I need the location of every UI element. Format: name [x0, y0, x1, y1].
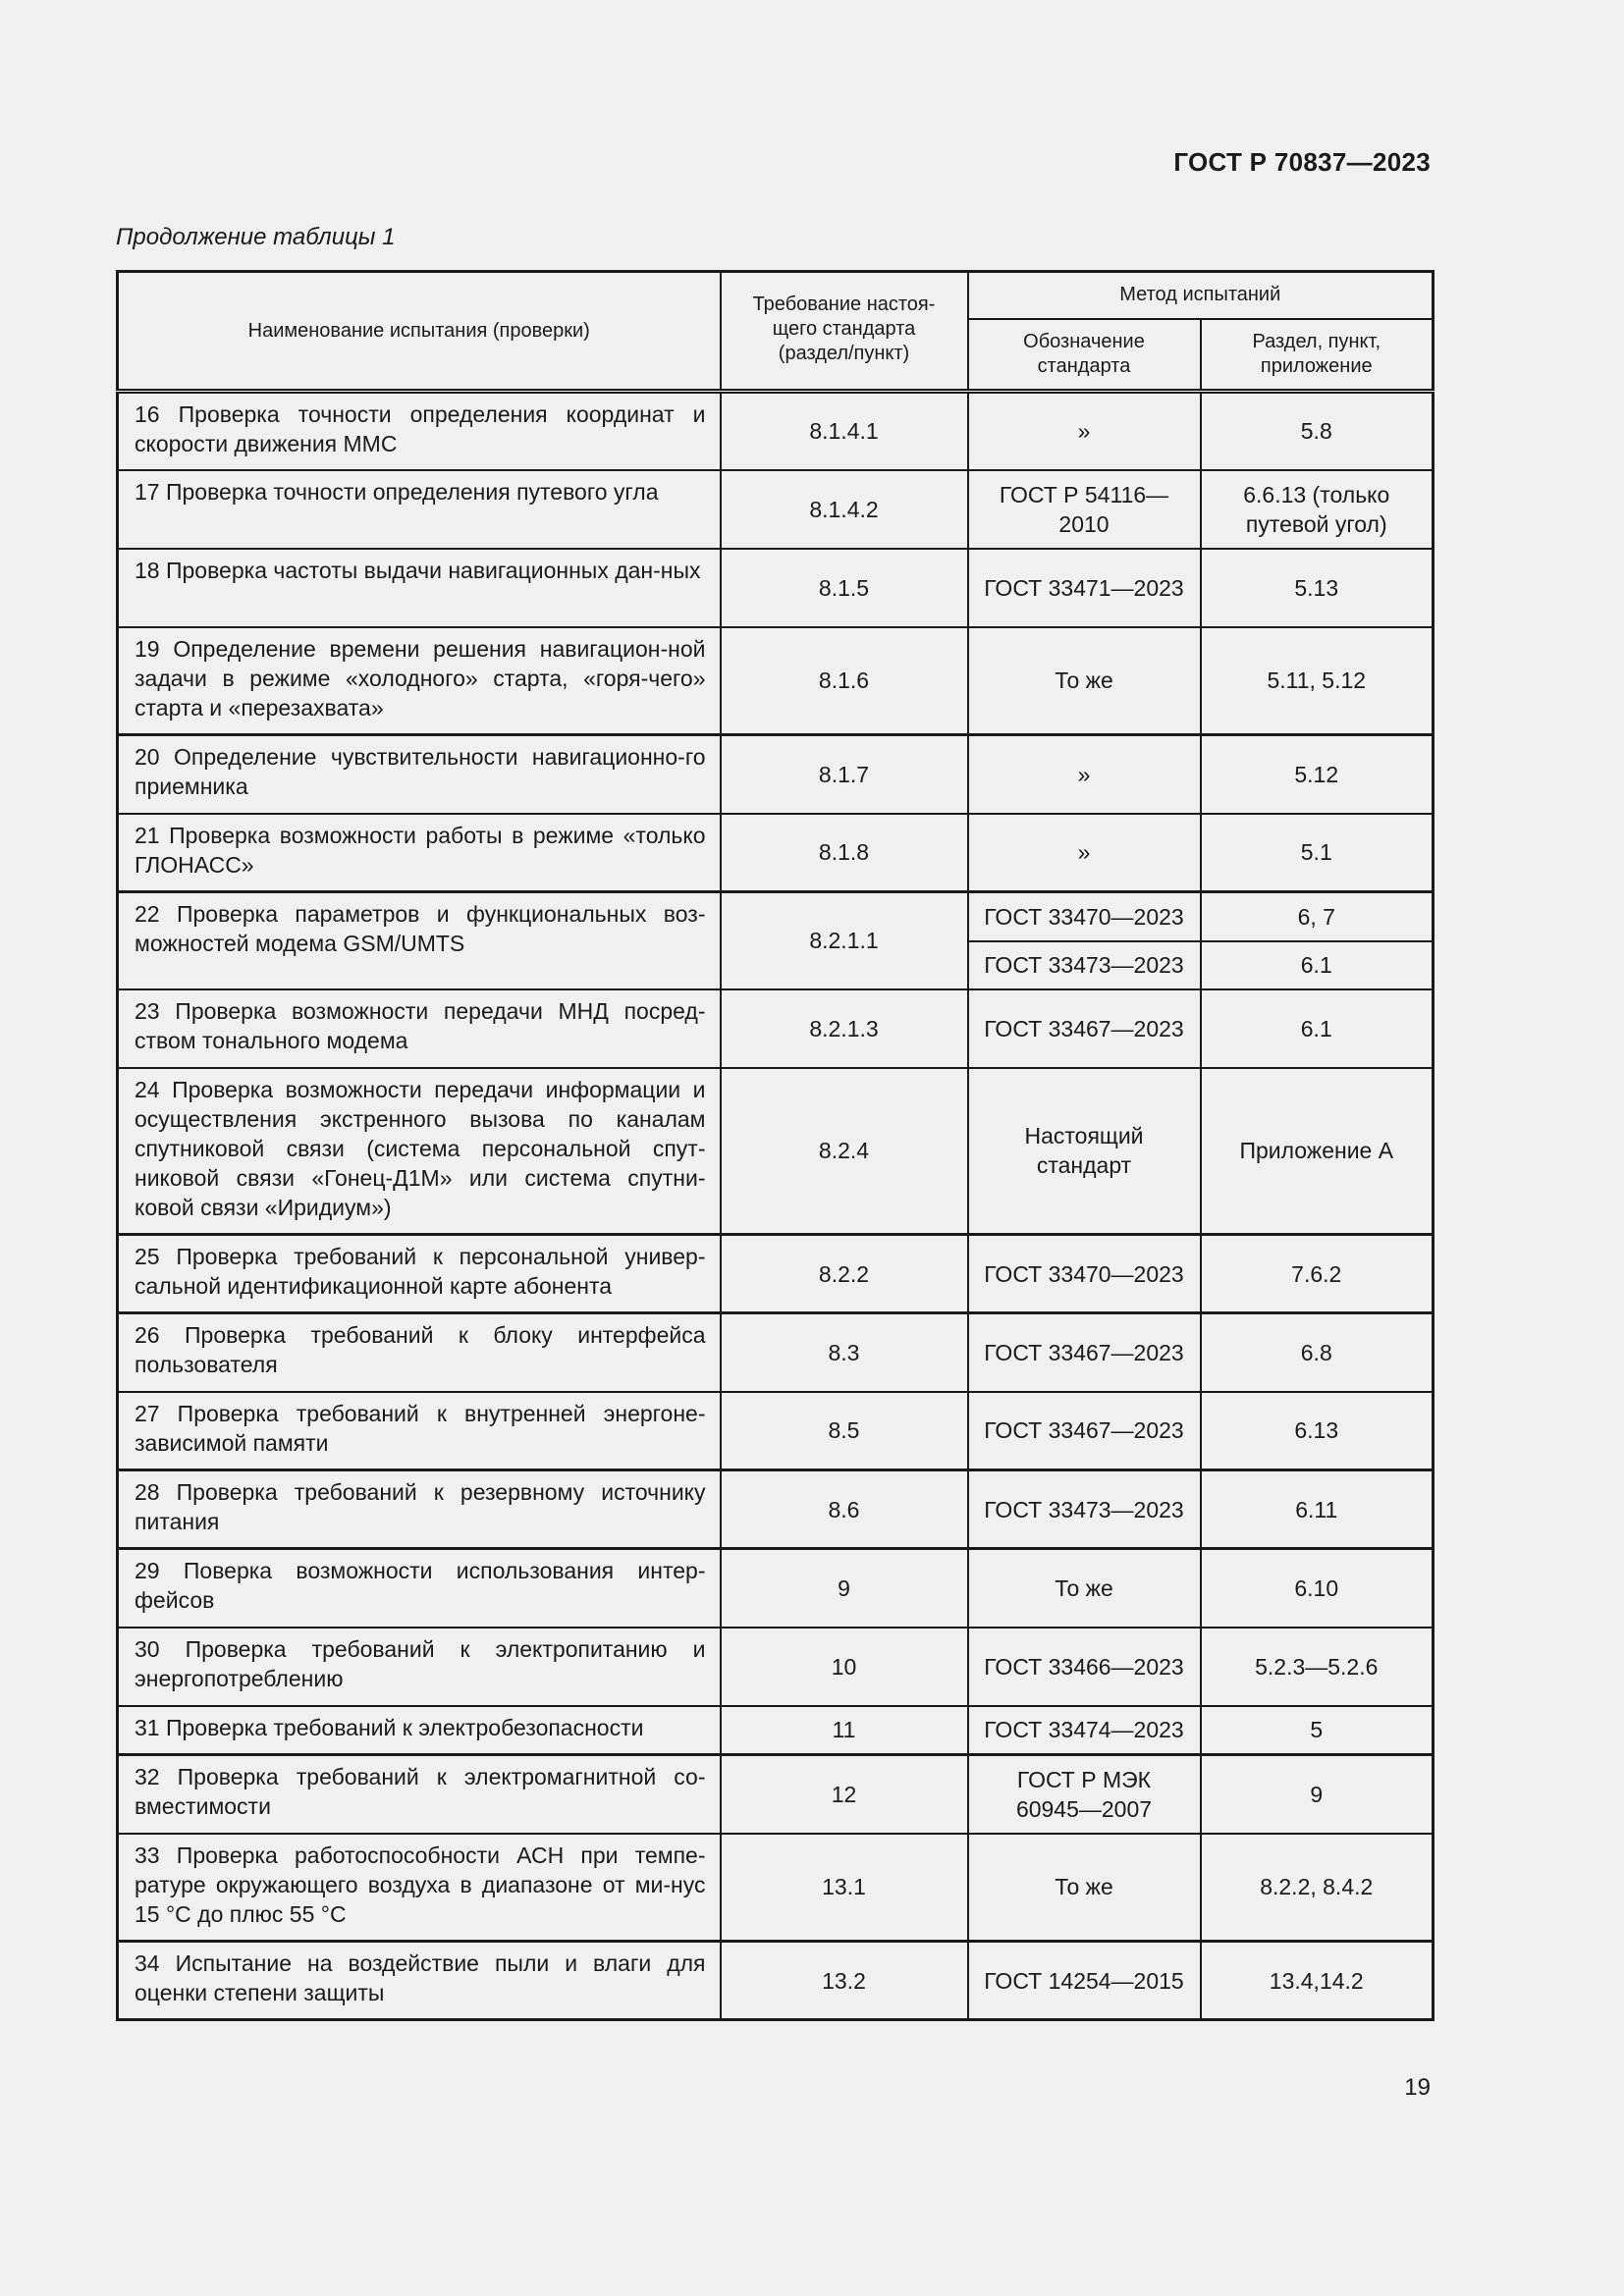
- header-requirement: Требование настоя- щего стандарта (раздел/пункт): [721, 272, 968, 392]
- header-test-method: Метод испытаний: [968, 272, 1434, 319]
- test-name-cell: 20 Определение чувствительности навигационно-го приемника: [118, 735, 721, 814]
- table-row: [118, 1706, 1434, 1755]
- section-cell: 6.13: [1201, 1392, 1434, 1470]
- standard-cell: ГОСТ 33471—2023: [968, 549, 1201, 627]
- standard-cell: ГОСТ 33467—2023: [968, 1392, 1201, 1470]
- table-row: [118, 1628, 1434, 1706]
- requirement-cell: 8.5: [721, 1392, 968, 1470]
- standard-cell: То же: [968, 1834, 1201, 1942]
- requirement-cell: 8.2.1.1: [721, 892, 968, 989]
- standard-cell: ГОСТ 33467—2023: [968, 989, 1201, 1068]
- section-cell: 8.2.2, 8.4.2: [1201, 1834, 1434, 1942]
- section-cell: 5.8: [1201, 392, 1434, 470]
- table-row: [118, 1235, 1434, 1313]
- header-test-name: Наименование испытания (проверки): [118, 272, 721, 392]
- header-section-clause: Раздел, пункт, приложение: [1201, 319, 1434, 392]
- standard-cell: ГОСТ 33473—2023: [968, 1470, 1201, 1549]
- section-cell: 6, 7: [1201, 892, 1434, 941]
- standard-cell: ГОСТ 33470—2023: [968, 1235, 1201, 1313]
- table-row: [118, 1755, 1434, 1834]
- table-row: [118, 549, 1434, 627]
- standard-cell: То же: [968, 627, 1201, 735]
- test-name-cell: 18 Проверка частоты выдачи навигационных дан-ных: [118, 549, 721, 627]
- requirement-cell: 13.2: [721, 1942, 968, 2020]
- test-name-cell: 24 Проверка возможности передачи информации и осуществления экстренного вызова по каналам спутниковой связи (система персональной спут-никовой связи «Гонец-Д1М» или система спутни-ковой связи «Иридиум»): [118, 1068, 721, 1235]
- test-name-cell: 32 Проверка требований к электромагнитной со-вместимости: [118, 1755, 721, 1834]
- requirement-cell: 8.1.6: [721, 627, 968, 735]
- section-cell: 5.2.3—5.2.6: [1201, 1628, 1434, 1706]
- test-name-cell: 25 Проверка требований к персональной универ-сальной идентификационной карте абонента: [118, 1235, 721, 1313]
- requirement-cell: 8.1.4.2: [721, 470, 968, 549]
- table-row: [118, 1392, 1434, 1470]
- table-row: [118, 1470, 1434, 1549]
- section-cell: 6.8: [1201, 1313, 1434, 1392]
- section-cell: 6.6.13 (только путевой угол): [1201, 470, 1434, 549]
- table-row: [118, 1313, 1434, 1392]
- requirement-cell: 10: [721, 1628, 968, 1706]
- section-cell: 6.1: [1201, 941, 1434, 989]
- test-name-cell: 26 Проверка требований к блоку интерфейса пользователя: [118, 1313, 721, 1392]
- table-row: [118, 735, 1434, 814]
- standard-cell: Настоящий стандарт: [968, 1068, 1201, 1235]
- test-name-cell: 28 Проверка требований к резервному источнику питания: [118, 1470, 721, 1549]
- section-cell: 5.13: [1201, 549, 1434, 627]
- requirement-cell: 8.1.5: [721, 549, 968, 627]
- section-cell: Приложение А: [1201, 1068, 1434, 1235]
- requirement-cell: 12: [721, 1755, 968, 1834]
- table-row: [118, 627, 1434, 735]
- standard-cell: ГОСТ Р 54116— 2010: [968, 470, 1201, 549]
- standard-cell: »: [968, 814, 1201, 892]
- table-row: [118, 1549, 1434, 1628]
- table-row: [118, 470, 1434, 549]
- requirement-cell: 11: [721, 1706, 968, 1755]
- test-name-cell: 27 Проверка требований к внутренней энергоне-зависимой памяти: [118, 1392, 721, 1470]
- section-cell: 6.1: [1201, 989, 1434, 1068]
- requirement-cell: 8.6: [721, 1470, 968, 1549]
- requirement-cell: 8.2.1.3: [721, 989, 968, 1068]
- section-cell: 5.11, 5.12: [1201, 627, 1434, 735]
- test-name-cell: 19 Определение времени решения навигацион-ной задачи в режиме «холодного» старта, «горя-чего» старта и «перезахвата»: [118, 627, 721, 735]
- test-name-cell: 23 Проверка возможности передачи МНД посред-ством тонального модема: [118, 989, 721, 1068]
- standard-cell: ГОСТ 14254—2015: [968, 1942, 1201, 2020]
- document-id-header: ГОСТ Р 70837—2023: [1173, 147, 1431, 177]
- table-row: [118, 1068, 1434, 1235]
- standard-cell: ГОСТ 33474—2023: [968, 1706, 1201, 1755]
- test-name-cell: 33 Проверка работоспособности АСН при темпе-ратуре окружающего воздуха в диапазоне от ми-нус 15 °C до плюс 55 °C: [118, 1834, 721, 1942]
- section-cell: 6.10: [1201, 1549, 1434, 1628]
- requirement-cell: 8.3: [721, 1313, 968, 1392]
- test-name-cell: 22 Проверка параметров и функциональных воз-можностей модема GSM/UMTS: [118, 892, 721, 989]
- test-name-cell: 17 Проверка точности определения путевого угла: [118, 470, 721, 549]
- standard-cell: »: [968, 392, 1201, 470]
- table-row: [118, 989, 1434, 1068]
- section-cell: 9: [1201, 1755, 1434, 1834]
- standard-cell: »: [968, 735, 1201, 814]
- test-name-cell: 34 Испытание на воздействие пыли и влаги для оценки степени защиты: [118, 1942, 721, 2020]
- table-row: [118, 392, 1434, 470]
- standard-cell: ГОСТ 33467—2023: [968, 1313, 1201, 1392]
- header-standard-designation: Обозначение стандарта: [968, 319, 1201, 392]
- requirement-cell: 8.1.4.1: [721, 392, 968, 470]
- test-name-cell: 29 Поверка возможности использования интер-фейсов: [118, 1549, 721, 1628]
- requirement-cell: 8.1.7: [721, 735, 968, 814]
- section-cell: 6.11: [1201, 1470, 1434, 1549]
- section-cell: 5: [1201, 1706, 1434, 1755]
- section-cell: 13.4,14.2: [1201, 1942, 1434, 2020]
- test-name-cell: 16 Проверка точности определения координат и скорости движения ММС: [118, 392, 721, 470]
- table-body: [118, 392, 1434, 2020]
- table-row: [118, 814, 1434, 892]
- page-number: 19: [1404, 2074, 1431, 2101]
- requirement-cell: 9: [721, 1549, 968, 1628]
- test-name-cell: 21 Проверка возможности работы в режиме «только ГЛОНАСС»: [118, 814, 721, 892]
- standard-cell: ГОСТ 33473—2023: [968, 941, 1201, 989]
- test-name-cell: 31 Проверка требований к электробезопасности: [118, 1706, 721, 1755]
- table-caption: Продолжение таблицы 1: [116, 224, 396, 250]
- section-cell: 5.1: [1201, 814, 1434, 892]
- requirement-cell: 8.2.4: [721, 1068, 968, 1235]
- section-cell: 5.12: [1201, 735, 1434, 814]
- requirement-cell: 8.2.2: [721, 1235, 968, 1313]
- table-row: [118, 1942, 1434, 2020]
- test-methods-table: [116, 270, 1435, 2021]
- standard-cell: ГОСТ Р МЭК 60945—2007: [968, 1755, 1201, 1834]
- standard-cell: ГОСТ 33470—2023: [968, 892, 1201, 941]
- test-name-cell: 30 Проверка требований к электропитанию и энергопотреблению: [118, 1628, 721, 1706]
- requirement-cell: 8.1.8: [721, 814, 968, 892]
- section-cell: 7.6.2: [1201, 1235, 1434, 1313]
- standard-cell: То же: [968, 1549, 1201, 1628]
- table-row: [118, 892, 1434, 941]
- standard-cell: ГОСТ 33466—2023: [968, 1628, 1201, 1706]
- table-row: [118, 1834, 1434, 1942]
- requirement-cell: 13.1: [721, 1834, 968, 1942]
